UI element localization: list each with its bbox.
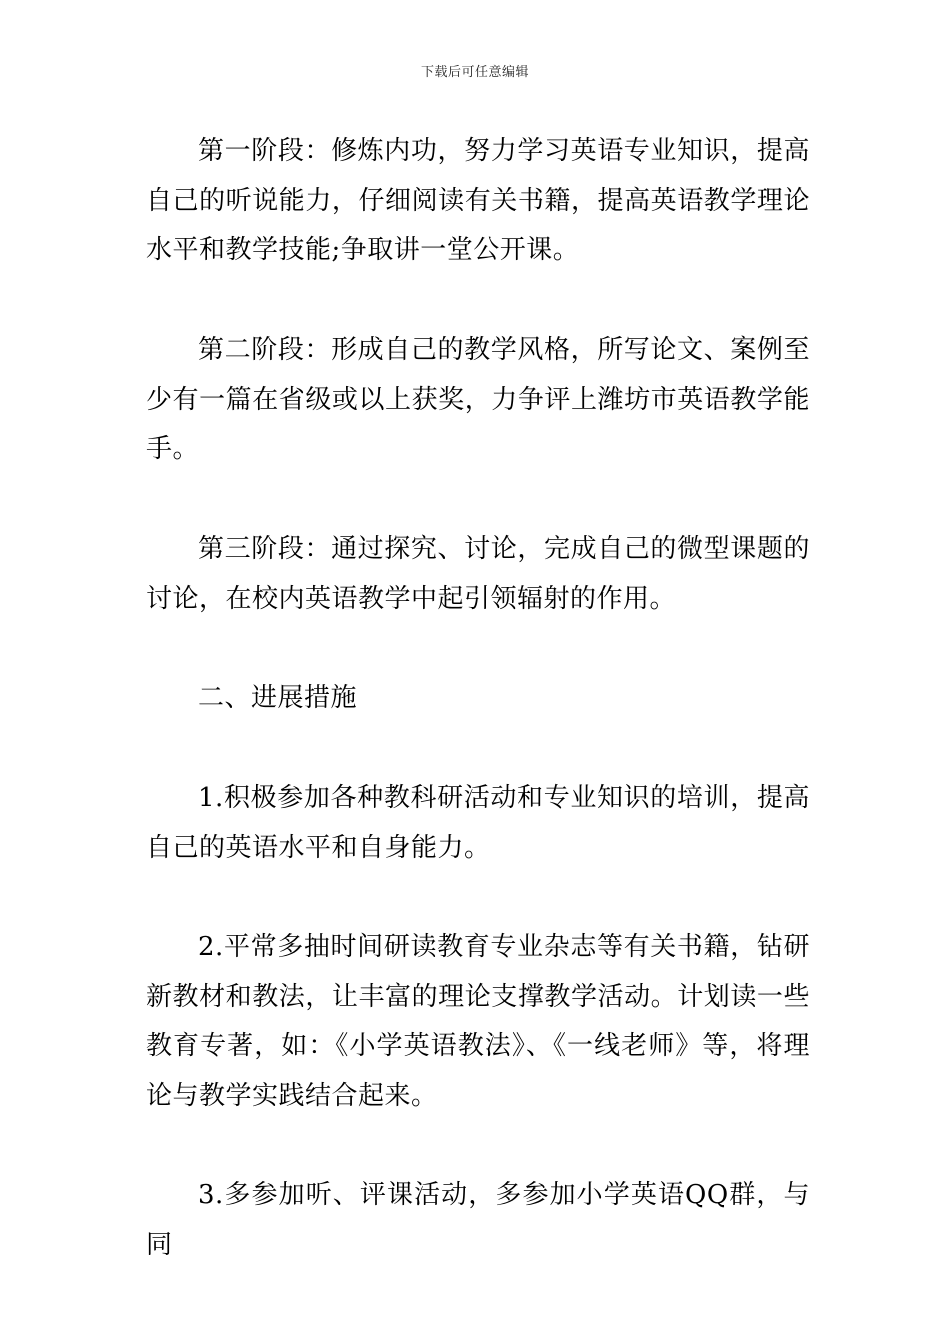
paragraph-measure-three: 3.多参加听、评课活动，多参加小学英语QQ群，与同 [146, 1180, 810, 1260]
paragraph-stage-one: 第一阶段：修炼内功，努力学习英语专业知识，提高自己的听说能力，仔细阅读有关书籍，提高英语教学理论水平和教学技能;争取讲一堂公开课。 [146, 136, 810, 265]
paragraph-stage-two: 第二阶段：形成自己的教学风格，所写论文、案例至少有一篇在省级或以上获奖，力争评上潍坊市英语教学能手。 [146, 335, 810, 464]
paragraph-measure-two: 2.平常多抽时间研读教育专业杂志等有关书籍，钻研新教材和教法，让丰富的理论支撑教学活动。计划读一些教育专著，如：《小学英语教法》、《一线老师》等，将理论与教学实践结合起来。 [146, 932, 810, 1111]
page-header-note: 下载后可任意编辑 [420, 65, 529, 80]
paragraph-stage-three: 第三阶段：通过探究、讨论，完成自己的微型课题的讨论，在校内英语教学中起引领辐射的作用。 [146, 534, 810, 614]
paragraph-measure-one: 1.积极参加各种教科研活动和专业知识的培训，提高自己的英语水平和自身能力。 [146, 783, 810, 863]
section-heading-measures: 二、进展措施 [198, 683, 358, 713]
